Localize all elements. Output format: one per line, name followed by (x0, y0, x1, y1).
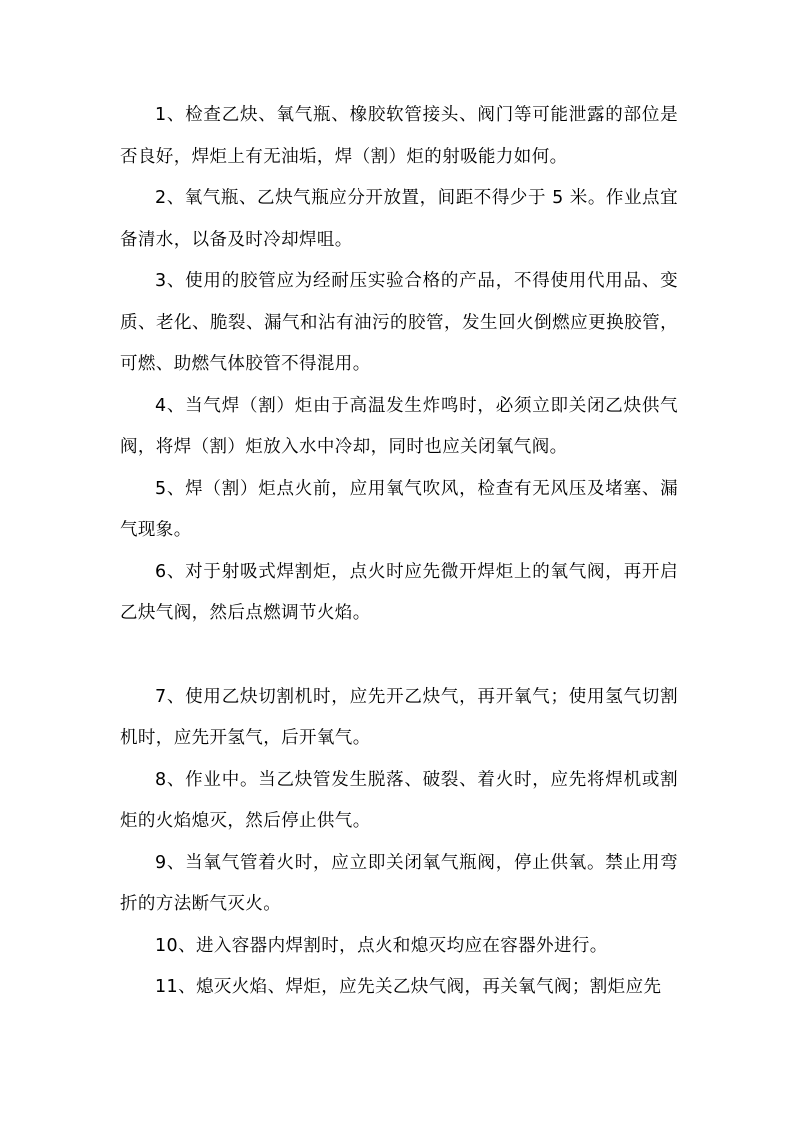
paragraph-8: 8、作业中。当乙炔管发生脱落、破裂、着火时，应先将焊机或割炬的火焰熄灭，然后停止供气。 (120, 769, 678, 831)
paragraph-5: 5、焊（割）炬点火前，应用氧气吹风，检查有无风压及堵塞、漏气现象。 (120, 478, 678, 540)
paragraph-9: 9、当氧气管着火时，应立即关闭氧气瓶阀，停止供氧。禁止用弯折的方法断气灭火。 (120, 852, 678, 914)
paragraph-10: 10、进入容器内焊割时，点火和熄灭均应在容器外进行。 (155, 935, 608, 956)
paragraph-3: 3、使用的胶管应为经耐压实验合格的产品，不得使用代用品、变质、老化、脆裂、漏气和沾有油污的胶管，发生回火倒燃应更换胶管，可燃、助燃气体胶管不得混用。 (120, 271, 678, 374)
paragraph-1: 1、检查乙炔、氧气瓶、橡胶软管接头、阀门等可能泄露的部位是否良好，焊炬上有无油垢，焊（割）炬的射吸能力如何。 (120, 105, 678, 167)
blank-line (120, 635, 678, 677)
paragraph-4: 4、当气焊（割）炬由于高温发生炸鸣时，必须立即关闭乙炔供气阀，将焊（割）炬放入水中冷却，同时也应关闭氧气阀。 (120, 395, 678, 457)
paragraph-2: 2、氧气瓶、乙炔气瓶应分开放置，间距不得少于 5 米。作业点宜备清水，以备及时冷却焊咀。 (120, 188, 678, 250)
document-body (120, 95, 678, 1009)
paragraph-6: 6、对于射吸式焊割炬，点火时应先微开焊炬上的氧气阀，再开启乙炔气阀，然后点燃调节火焰。 (120, 561, 678, 623)
paragraph-11: 11、熄灭火焰、焊炬，应先关乙炔气阀，再关氧气阀；割炬应先 (155, 977, 662, 997)
paragraph-7: 7、使用乙炔切割机时，应先开乙炔气，再开氧气；使用氢气切割机时，应先开氢气，后开氧气。 (120, 686, 678, 748)
